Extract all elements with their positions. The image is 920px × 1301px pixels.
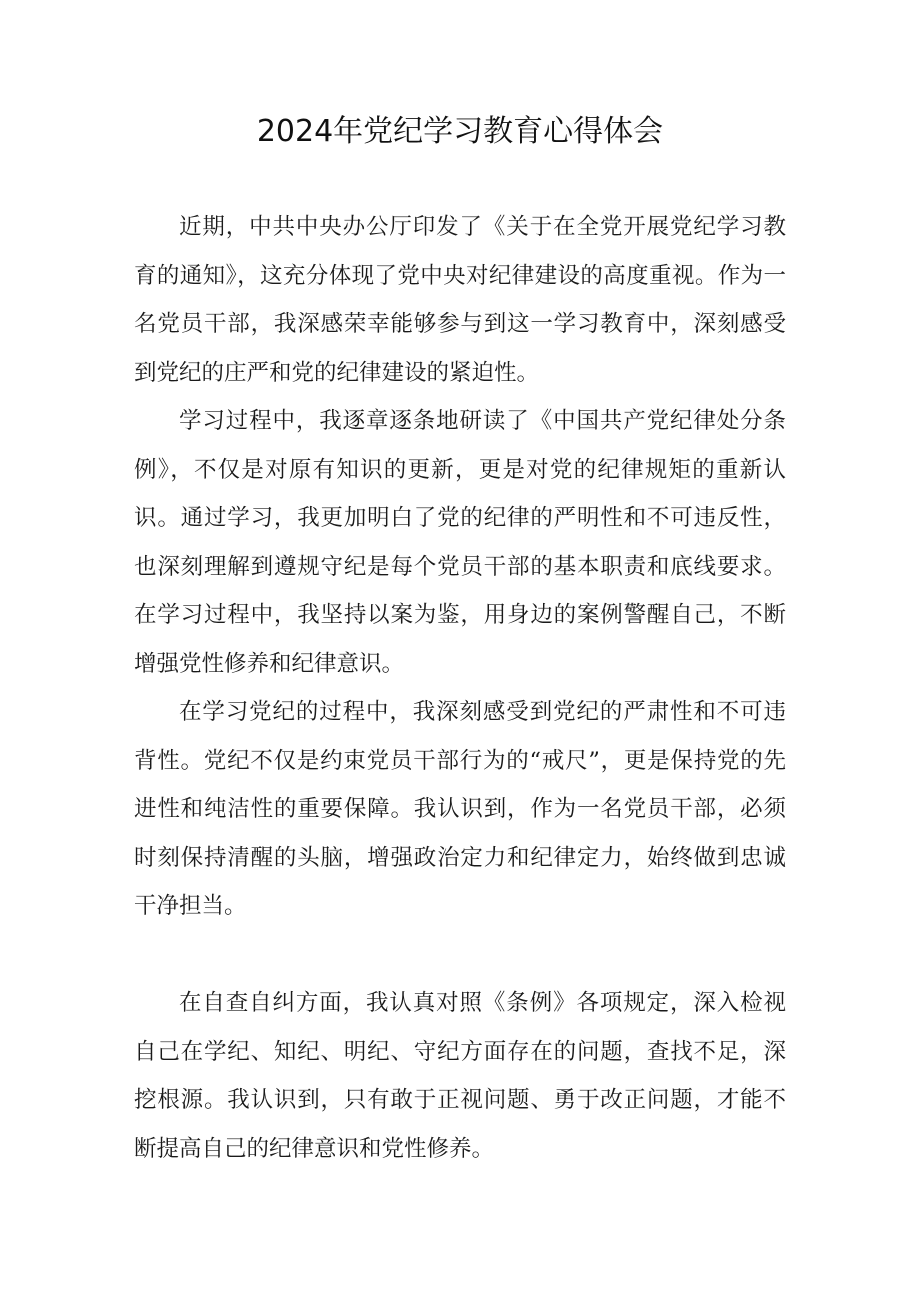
body-block-lower bbox=[134, 979, 786, 1173]
paragraph-1: 近期，中共中央办公厅印发了《关于在全党开展党纪学习教育的通知》，这充分体现了党中央对纪律建设的高度重视。作为一名党员干部，我深感荣幸能够参与到这一学习教育中，深刻感受到党纪的庄严和党的纪律建设的紧迫性。 bbox=[134, 214, 786, 386]
paragraph-2: 学习过程中，我逐章逐条地研读了《中国共产党纪律处分条例》，不仅是对原有知识的更新，更是对党的纪律规矩的重新认识。通过学习，我更加明白了党的纪律的严明性和不可违反性，也深刻理解到遵规守纪是每个党员干部的基本职责和底线要求。在学习过程中，我坚持以案为鉴，用身边的案例警醒自己，不断增强党性修养和纪律意识。 bbox=[134, 408, 786, 677]
paragraph-4: 在自查自纠方面，我认真对照《条例》各项规定，深入检视自己在学纪、知纪、明纪、守纪方面存在的问题，查找不足，深挖根源。我认识到，只有敢于正视问题、勇于改正问题，才能不断提高自己的纪律意识和党性修养。 bbox=[134, 990, 786, 1162]
document-title: 2024年党纪学习教育心得体会 bbox=[256, 114, 664, 149]
paragraph-3: 在学习党纪的过程中，我深刻感受到党纪的严肃性和不可违背性。党纪不仅是约束党员干部行为的“戒尺”，更是保持党的先进性和纯洁性的重要保障。我认识到，作为一名党员干部，必须时刻保持清醒的头脑，增强政治定力和纪律定力，始终做到忠诚干净担当。 bbox=[134, 699, 786, 919]
body-block-upper bbox=[134, 203, 786, 931]
